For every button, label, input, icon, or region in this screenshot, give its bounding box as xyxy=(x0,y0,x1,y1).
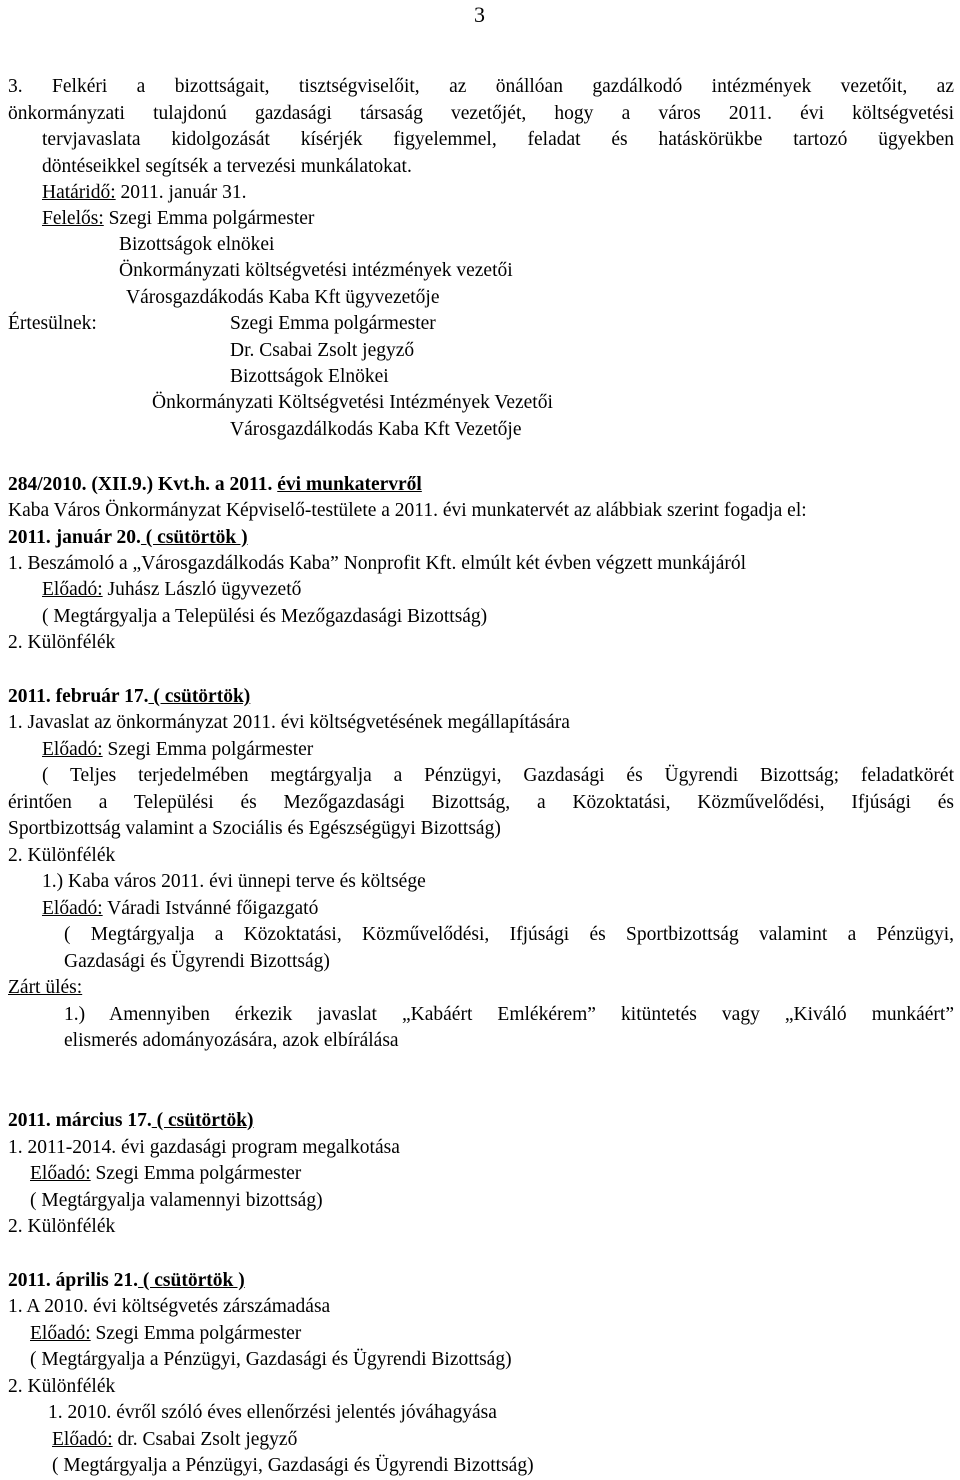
deadline-line xyxy=(42,180,247,206)
agenda-item: 1. 2011-2014. évi gazdasági program megalkotása xyxy=(8,1137,400,1158)
committee-note: Gazdasági és Ügyrendi Bizottság) xyxy=(64,951,330,972)
responsible-person: Városgazdákodás Kaba Kft ügyvezetője xyxy=(126,287,440,308)
notified-person: Városgazdálkodás Kaba Kft Vezetője xyxy=(230,419,522,440)
resolution-text-line: önkormányzati tulajdonú gazdasági társaság vezetőjét, hogy a város 2011. évi költségvetési xyxy=(8,103,954,124)
presenter-name: Szegi Emma polgármester xyxy=(102,739,314,760)
deadline-label: Határidő: xyxy=(42,182,116,203)
notified-person: Bizottságok Elnökei xyxy=(230,366,389,387)
notified-person: Dr. Csabai Zsolt jegyző xyxy=(230,340,415,361)
responsible-person: Önkormányzati költségvetési intézmények vezetői xyxy=(119,260,513,281)
presenter-label: Előadó: xyxy=(42,739,103,760)
presenter-line xyxy=(42,896,318,922)
committee-note: ( Megtárgyalja a Települési és Mezőgazdasági Bizottság) xyxy=(42,606,488,627)
meeting-date: 2011. március 17. xyxy=(8,1110,152,1131)
resolution-intro: Kaba Város Önkormányzat Képviselő-testülete a 2011. évi munkatervét az alábbiak szerint fogadja el: xyxy=(8,500,807,521)
meeting-day: ( csütörtök ) xyxy=(140,527,248,548)
meeting-day: ( csütörtök) xyxy=(148,686,251,707)
meeting-date: 2011. április 21. xyxy=(8,1270,139,1291)
presenter-name: Szegi Emma polgármester xyxy=(90,1163,302,1184)
agenda-item: 1. A 2010. évi költségvetés zárszámadása xyxy=(8,1296,331,1317)
meeting-date-heading xyxy=(8,525,248,551)
presenter-line xyxy=(30,1321,301,1347)
agenda-item: 2. Különfélék xyxy=(8,1216,116,1237)
resolution-text-line: 3. Felkéri a bizottságait, tisztségviselőit, az önállóan gazdálkodó intézmények vezetőit, az xyxy=(8,76,954,97)
closed-session-label: Zárt ülés: xyxy=(8,977,83,998)
presenter-line xyxy=(42,737,313,763)
responsible-line xyxy=(42,206,314,232)
resolution-subject: évi munkatervről xyxy=(277,474,422,495)
agenda-item: 2. Különfélék xyxy=(8,632,116,653)
presenter-name: Juhász László ügyvezető xyxy=(102,579,302,600)
agenda-item: 2. Különfélék xyxy=(8,1376,116,1397)
meeting-date-heading xyxy=(8,684,250,710)
committee-note: érintően a Települési és Mezőgazdasági Bizottság, a Közoktatási, Közművelődési, Ifjúsági és xyxy=(8,792,954,813)
presenter-name: Szegi Emma polgármester xyxy=(90,1323,302,1344)
meeting-date-heading xyxy=(8,1268,245,1294)
meeting-date-heading xyxy=(8,1108,254,1134)
responsible-person: Szegi Emma polgármester xyxy=(103,208,315,229)
resolution-title xyxy=(8,472,422,498)
meeting-day: ( csütörtök ) xyxy=(138,1270,245,1291)
committee-note: Sportbizottság valamint a Szociális és Egészségügyi Bizottság) xyxy=(8,818,501,839)
presenter-line xyxy=(42,577,301,603)
committee-note: ( Megtárgyalja a Közoktatási, Közművelődési, Ifjúsági és Sportbizottság valamint a Pénzügyi, xyxy=(64,924,954,945)
notified-person: Szegi Emma polgármester xyxy=(230,313,436,334)
agenda-subitem: 1. 2010. évről szóló éves ellenőrzési jelentés jóváhagyása xyxy=(48,1402,497,1423)
closed-session-item: elismerés adományozására, azok elbírálása xyxy=(64,1030,399,1051)
resolution-text-line: tervjavaslata kidolgozását kísérjék figyelemmel, feladat és hatáskörükbe tartozó ügyekben xyxy=(42,129,954,150)
notified-label: Értesülnek: xyxy=(8,313,97,334)
presenter-label: Előadó: xyxy=(30,1323,91,1344)
committee-note: ( Megtárgyalja a Pénzügyi, Gazdasági és Ügyrendi Bizottság) xyxy=(30,1349,512,1370)
presenter-label: Előadó: xyxy=(42,898,103,919)
resolution-number: 284/2010. (XII.9.) Kvt.h. a 2011. xyxy=(8,474,278,495)
page-number: 3 xyxy=(474,2,485,27)
presenter-name: dr. Csabai Zsolt jegyző xyxy=(112,1429,298,1450)
agenda-item: 1. Beszámoló a „Városgazdálkodás Kaba” Nonprofit Kft. elmúlt két évben végzett munkájáról xyxy=(8,553,747,574)
presenter-label: Előadó: xyxy=(30,1163,91,1184)
presenter-name: Váradi Istvánné főigazgató xyxy=(102,898,319,919)
presenter-label: Előadó: xyxy=(52,1429,113,1450)
agenda-item: 2. Különfélék xyxy=(8,845,116,866)
presenter-line xyxy=(52,1427,297,1453)
presenter-line xyxy=(30,1161,301,1187)
agenda-subitem: 1.) Kaba város 2011. évi ünnepi terve és költsége xyxy=(42,871,426,892)
committee-note: ( Megtárgyalja a Pénzügyi, Gazdasági és Ügyrendi Bizottság) xyxy=(52,1455,534,1476)
resolution-text-line: döntéseikkel segítsék a tervezési munkálatokat. xyxy=(42,156,412,177)
responsible-label: Felelős: xyxy=(42,208,104,229)
committee-note: ( Megtárgyalja valamennyi bizottság) xyxy=(30,1190,323,1211)
closed-session-item: 1.) Amennyiben érkezik javaslat „Kabáért Emlékérem” kitüntetés vagy „Kiváló munkáért” xyxy=(64,1004,954,1025)
presenter-label: Előadó: xyxy=(42,579,103,600)
meeting-day: ( csütörtök) xyxy=(151,1110,254,1131)
agenda-item: 1. Javaslat az önkormányzat 2011. évi költségvetésének megállapítására xyxy=(8,712,570,733)
notified-person: Önkormányzati Költségvetési Intézmények Vezetői xyxy=(152,392,553,413)
responsible-person: Bizottságok elnökei xyxy=(119,234,275,255)
deadline-value: 2011. január 31. xyxy=(115,182,247,203)
meeting-date: 2011. január 20. xyxy=(8,527,141,548)
meeting-date: 2011. február 17. xyxy=(8,686,149,707)
committee-note: ( Teljes terjedelmében megtárgyalja a Pénzügyi, Gazdasági és Ügyrendi Bizottság; feladatkörét xyxy=(42,765,954,786)
